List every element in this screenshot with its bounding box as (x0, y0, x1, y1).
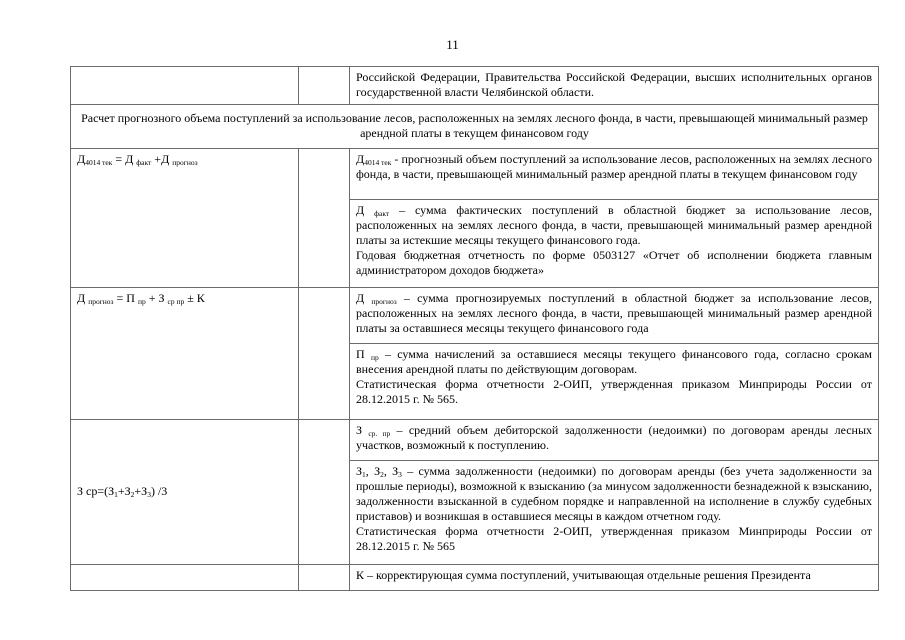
table-row (71, 420, 879, 461)
row-text: Российской Федерации, Правительства Российской Федерации, высших исполнительных органов государственной власти Челябинской области. (356, 70, 872, 99)
description-cell (350, 67, 879, 105)
description-text: – сумма задолженности (недоимки) по договорам аренды (без учета задолженности за прошлые периоды), возможной к взысканию (за минусом задолженности безнадежной к взысканию, задолженности взысканной в судебном порядке и направленной на исполнение в службу судебных приставов) и возникшая в оставшиеся месяцы в каждом отчетном году. (356, 464, 872, 523)
formula-symbol: Д (77, 152, 86, 166)
description-text: – сумма начислений за оставшиеся месяцы текущего финансового года, согласно срокам внесения арендной платы по действующим договорам. (356, 347, 873, 376)
description-text: – средний объем дебиторской задолженности (недоимки) по договорам аренды лесных участков, возможный к поступлению. (356, 423, 873, 452)
empty-cell (299, 67, 350, 105)
formula-text: +Д (151, 152, 173, 166)
formula-text: + З (145, 291, 168, 305)
formula-subscript: 2 (130, 490, 135, 499)
table-row (71, 565, 879, 591)
formula-subscript: 1 (114, 490, 118, 499)
symbol-subscript: факт (374, 209, 390, 218)
formula-text: +З (117, 484, 131, 498)
empty-cell (299, 565, 350, 591)
formula-text: = П (113, 291, 138, 305)
formula-subscript: факт (136, 158, 152, 167)
symbol: З (356, 423, 369, 437)
symbol-subscript: 2 (380, 470, 384, 479)
description-cell (350, 461, 879, 565)
formula-subscript: прогноз (172, 158, 198, 167)
description-cell (350, 288, 879, 344)
symbol: З (356, 464, 363, 478)
section-heading: Расчет прогнозного объема поступлений за использование лесов, расположенных на землях лесного фонда, в части, превышающей минимальный размер арендной платы в текущем финансовом году (71, 105, 879, 149)
source-text: Годовая бюджетная отчетность по форме 0503127 «Отчет об исполнении бюджета главным администратором доходов бюджета» (356, 248, 872, 277)
symbol-subscript: 4014 тек (364, 158, 392, 167)
formula-text: +З (134, 484, 148, 498)
description-text: – сумма прогнозируемых поступлений в областной бюджет за использование лесов, расположенных на землях лесного фонда, в части, превышающей минимальный размер арендной платы за оставшиеся месяцы текущего финансового года (356, 291, 872, 335)
empty-cell (299, 288, 350, 420)
formula-subscript: прогноз (88, 297, 114, 306)
description-cell (350, 565, 879, 591)
formula-text: ) /3 (150, 484, 168, 498)
empty-cell (71, 565, 299, 591)
symbol-subscript: 1 (362, 470, 366, 479)
symbol-subscript: ср. пр (368, 429, 391, 438)
table-row (71, 105, 879, 149)
symbol-subscript: 3 (398, 470, 402, 479)
formula-text: = Д (112, 152, 137, 166)
formula-subscript: пр (137, 297, 146, 306)
formula-text: З ср=(З (77, 484, 115, 498)
symbol: П (356, 347, 371, 361)
formula-subscript: ср пр (167, 297, 185, 306)
formula-text: ± К (187, 291, 205, 305)
formula-cell (71, 288, 299, 420)
table-row (71, 67, 879, 105)
description-cell (350, 344, 879, 420)
formula-cell (71, 149, 299, 288)
description-text: - прогнозный объем поступлений за использование лесов, расположенных на землях лесного фонда, в части, превышающей минимальный размер арендной платы в текущем финансовом году (356, 152, 872, 181)
table-row (71, 288, 879, 344)
formula-subscript: 4014 тек (85, 158, 113, 167)
symbol-subscript: прогноз (371, 297, 397, 306)
empty-cell (299, 420, 350, 565)
source-text: Статистическая форма отчетности 2-ОИП, утвержденная приказом Минприроды России от 28.12.2015 г. № 565 (356, 524, 872, 553)
symbol: Д (356, 152, 365, 166)
description-text: – сумма фактических поступлений в областной бюджет за использование лесов, расположенных на землях лесного фонда, в части, превышающей минимальный размер арендной платы за истекшие месяцы текущего финансового года. (356, 203, 873, 247)
calculation-table (70, 66, 879, 591)
symbol: Д (356, 291, 372, 305)
formula-cell (71, 420, 299, 565)
symbol: , З (383, 464, 399, 478)
table-row (71, 149, 879, 200)
description-text: К – корректирующая сумма поступлений, учитывающая отдельные решения Президента (356, 568, 811, 582)
symbol: , З (365, 464, 381, 478)
description-cell (350, 149, 879, 200)
formula-subscript: 3 (147, 490, 151, 499)
description-cell (350, 200, 879, 288)
symbol: Д (356, 203, 375, 217)
empty-cell (71, 67, 299, 105)
empty-cell (299, 149, 350, 288)
page-number: 11 (446, 37, 459, 52)
description-cell (350, 420, 879, 461)
formula-symbol: Д (77, 291, 89, 305)
symbol-subscript: пр (370, 353, 379, 362)
source-text: Статистическая форма отчетности 2-ОИП, утвержденная приказом Минприроды России от 28.12.2015 г. № 565. (356, 377, 872, 406)
